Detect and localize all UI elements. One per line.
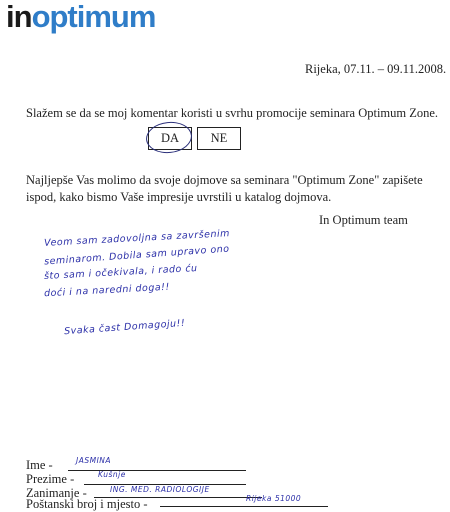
- comment-line: što sam i očekivala, i rado ću: [43, 262, 198, 283]
- field-value-zanimanje[interactable]: ING. MED. RADIOLOGIJE: [110, 485, 210, 494]
- field-label-ime: Ime -: [26, 458, 53, 472]
- logo-in-text: in: [6, 0, 32, 34]
- request-paragraph: Najljepše Vas molimo da svoje dojmove sa seminara "Optimum Zone" zapišete ispod, kako bismo Vaše impresije uvrstili u katalog dojmova.: [26, 173, 423, 204]
- comment-line: Svaka čast Domagoju!!: [63, 317, 186, 338]
- field-value-postanski[interactable]: Rijeka 51000: [246, 494, 302, 503]
- comment-line: Veom sam zadovoljna sa završenim: [43, 228, 231, 249]
- company-logo: [6, 0, 155, 34]
- option-da-label: DA: [160, 131, 180, 145]
- option-ne-label: NE: [210, 131, 228, 145]
- field-label-prezime: Prezime -: [26, 472, 75, 486]
- field-line-ime: [68, 470, 246, 471]
- comment-line: doći i na naredni doga!!: [43, 281, 171, 300]
- field-value-ime[interactable]: JASMINA: [76, 456, 112, 465]
- field-value-prezime[interactable]: Kušnje: [98, 470, 126, 479]
- consent-statement: Slažem se da se moj komentar koristi u svrhu promocije seminara Optimum Zone.: [26, 106, 439, 120]
- comment-line: seminarom. Dobila sam upravo ono: [43, 243, 230, 268]
- place-date: Rijeka, 07.11. – 09.11.2008.: [305, 62, 447, 76]
- field-label-postanski: Poštanski broj i mjesto -: [26, 497, 148, 511]
- option-ne-box[interactable]: [197, 127, 241, 150]
- field-label-zanimanje: Zanimanje -: [26, 486, 87, 500]
- logo-optimum-text: optimum: [31, 0, 156, 34]
- signoff: In Optimum team: [319, 213, 408, 227]
